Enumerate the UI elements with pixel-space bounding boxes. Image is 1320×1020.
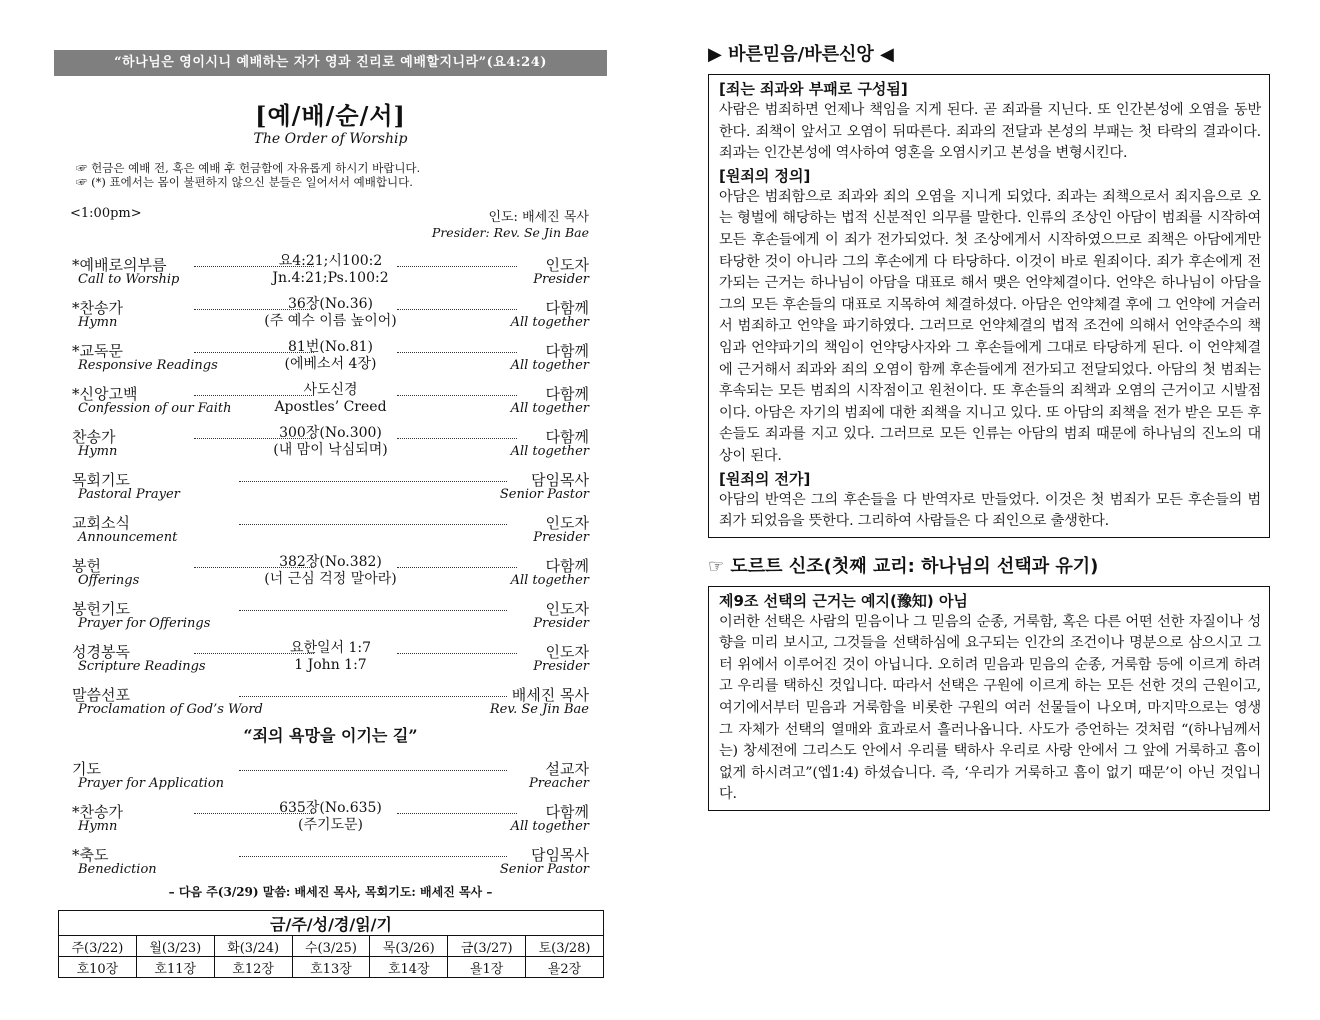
bible-day-cell: 목(3/26) [370,936,448,957]
item-detail-line1: 36장(No.36) [288,296,373,312]
sermon-title: “죄의 욕망을 이기는 길” [243,726,418,745]
order-item [54,838,607,881]
dort-article-box [708,586,1270,811]
bible-day-cell: 토(3/28) [526,936,604,957]
item-title-en: Pastoral Prayer [78,487,180,502]
section-title-faith: ▶ 바른믿음/바른신앙 ◀ [708,44,894,65]
dotted-leader [397,352,517,353]
dotted-leader [239,524,507,525]
bible-reading-cell: 욜1장 [448,957,526,978]
box1-paragraph-2: 아담은 범죄함으로 죄과와 죄의 오염을 지니게 되었다. 죄과는 죄책으로서 죄지음으로 오는 형벌에 해당하는 법적 신분적인 의무를 말한다. 인류의 조상인 아담이 범죄를 시작하여 모든 후손들에게 이 죄가 전가되었다. 첫 조상에게서 시작하였으므로 죄책은 아담에게만 타당한 것이 아니라 그의 후손에게 다 타당하다. 이것이 바로 원죄이다. 죄가 후손에게 전가되는 근거는 하나님이 아담을 대표로 해서 맺은 언약체결이다. 언약은 하나님이 아담을 그의 모든 후손들의 대표로 지목하여 체결하셨다. 아담은 언약체결 후에 그 언약에 거슬러서 범죄하고 언약을 파기하였다. 그러므로 언약체결의 법적 조건에 의해서 언약준수의 책임과 언약파기의 책임이 언약당사자와 그 후손들에게 그대로 타당하게 된다. 이 언약체결에 근거해서 죄과와 죄의 오염이 함께 후손들에게 전가되고 전달되었다. 아담의 첫 범죄는 후속되는 모든 범죄의 시작점이고 원천이다. 또 후손들의 죄책과 오염의 근거이고 시발점이다. 아담은 자기의 범죄에 대한 죄책을 지니고 있다. 또 아담의 죄책을 전가 받은 모든 후손들도 죄과를 지고 있다. 그러므로 모든 인류는 아담의 범죄 때문에 하나님의 진노의 대상이 된다. [719,188,1261,464]
item-title-ko: 봉헌기도 [72,600,130,618]
item-leader-en: Rev. Se Jin Bae [489,702,589,717]
worship-order-panel [54,50,607,978]
bible-day-cell: 화(3/24) [214,936,292,957]
dotted-leader [397,438,517,439]
dotted-leader [397,309,517,310]
dotted-leader [397,395,517,396]
item-title-en: Call to Worship [78,272,180,287]
item-detail-line1: 요한일서 1:7 [289,640,372,656]
order-item [54,592,607,635]
bible-reading-cell: 욜2장 [526,957,604,978]
item-title-en: Prayer for Offerings [78,616,211,631]
order-item [54,549,607,592]
bible-reading-cell: 호13장 [292,957,370,978]
order-item [54,420,607,463]
box1-paragraph-1: 사람은 범죄하면 언제나 책임을 지게 된다. 곧 죄과를 지닌다. 또 인간본성에 오염을 동반한다. 죄책이 앞서고 오염이 뒤따른다. 죄과의 전달과 본성의 부패는 첫 타락의 결과이다. 죄과는 인간본성에 역사하여 영혼을 오염시키고 본성을 변형시킨다. [719,102,1261,162]
item-detail-line2: (주 예수 이름 높이어) [264,313,397,329]
item-detail-line2: 1 John 1:7 [294,657,367,673]
item-detail-line2: (에베소서 4장) [284,356,377,372]
item-title-en: Hymn [78,315,118,330]
dotted-leader [194,352,314,353]
order-item [54,463,607,506]
bible-reading-table [58,910,604,978]
item-title-en: Proclamation of God’s Word [78,702,263,717]
box1-heading-2: [원죄의 정의] [719,166,811,185]
item-leader-ko: 담임목사 [531,846,589,864]
item-title-ko: *찬송가 [72,299,123,317]
page-title: [예/배/순/서] [255,101,406,130]
item-leader-ko: 담임목사 [531,471,589,489]
item-detail-line2: Apostles’ Creed [274,399,387,415]
dotted-leader [194,438,314,439]
item-leader-en: All together [510,573,589,588]
dotted-leader [397,266,517,267]
bible-reading-cell: 호12장 [214,957,292,978]
item-leader-en: All together [510,819,589,834]
item-title-ko: *찬송가 [72,803,123,821]
note-offering: ☞ 헌금은 예배 전, 혹은 예배 후 헌금함에 자유롭게 하시기 바랍니다. [76,161,421,175]
item-leader-ko: 인도자 [545,514,589,532]
original-sin-box [708,74,1270,538]
item-leader-ko: 인도자 [545,256,589,274]
bible-day-cell: 월(3/23) [136,936,214,957]
item-title-ko: *신앙고백 [72,385,138,403]
item-leader-en: Presider [533,272,589,287]
item-title-ko: 기도 [72,760,101,778]
article-paragraph: 이러한 선택은 사람의 믿음이나 그 믿음의 순종, 거룩함, 혹은 다른 어떤 선한 자질이나 성향을 미리 보시고, 그것들을 선택하심에 요구되는 인간의 조건이나 명분으로 삼으시고 그 터 위에서 이루어진 것이 아닙니다. 오히려 믿음과 믿음의 순종, 거룩함 등에 이르게 하려고 우리를 택하신 것입니다. 따라서 선택은 구원에 이르게 하는 모든 선한 것의 근원이고, 여기에서부터 믿음과 거룩함을 비롯한 구원의 여러 선물들이 나오며, 마지막으로는 영생 그 자체가 선택의 열매와 효과로서 흘러나옵니다. 사도가 증언하는 것처럼 “(하나님께서는) 창세전에 그리스도 안에서 우리를 택하사 우리로 사랑 안에서 그 앞에 거룩하고 흠이 없게 하시려고”(엡1:4) 하셨습니다. 즉, ‘우리가 거룩하고 흠이 없기 때문’이 아닌 것입니다. [719,613,1261,803]
bible-reading-title: 금/주/성/경/읽/기 [59,911,604,936]
bible-day-cell: 수(3/25) [292,936,370,957]
order-item [54,334,607,377]
item-title-ko: *예배로의부름 [72,256,167,274]
item-detail [54,253,607,287]
item-leader-ko: 인도자 [545,643,589,661]
presider-en: Presider: Rev. Se Jin Bae [431,225,589,240]
item-title-ko: 찬송가 [72,428,116,446]
dotted-leader [397,567,517,568]
item-title-en: Hymn [78,444,118,459]
item-leader-en: Presider [533,530,589,545]
item-title-ko: 성경봉독 [72,643,130,661]
item-leader-en: All together [510,315,589,330]
item-title-en: Confession of our Faith [78,401,232,416]
item-title-ko: 말씀선포 [72,686,130,704]
item-title-en: Prayer for Application [78,776,225,791]
dotted-leader [194,266,314,267]
dotted-leader [194,567,314,568]
item-title-ko: *축도 [72,846,109,864]
item-title-ko: 목회기도 [72,471,130,489]
service-time-row [54,206,607,225]
item-detail-line2: Jn.4:21;Ps.100:2 [272,270,389,286]
item-leader-ko: 다함께 [545,428,589,446]
presider-ko: 인도: 배세진 목사 [488,210,589,225]
item-leader-ko: 다함께 [545,299,589,317]
notes [76,161,607,189]
box1-heading-3: [원죄의 전가] [719,469,811,488]
order-item [54,678,607,721]
scripture-banner: “하나님은 영이시니 예배하는 자가 영과 진리로 예배할지니라”(요4:24) [54,50,607,76]
item-detail-line1: 요4:21;시100:2 [278,253,383,269]
item-detail-line1: 300장(No.300) [279,425,382,441]
dotted-leader [194,813,314,814]
dotted-leader [239,610,507,611]
order-list [54,248,607,721]
item-leader-ko: 배세진 목사 [511,686,589,704]
item-title-en: Responsive Readings [78,358,218,373]
item-leader-ko: 다함께 [545,342,589,360]
order-item [54,635,607,678]
order-list-after-sermon [54,752,607,881]
box1-paragraph-3: 아담의 반역은 그의 후손들을 다 반역자로 만들었다. 이것은 첫 범죄가 모든 후손들의 범죄가 되었음을 뜻한다. 그리하여 사람들은 다 죄인으로 출생한다. [719,491,1261,530]
item-detail-line2: (내 맘이 낙심되며) [273,442,388,458]
dotted-leader [239,770,507,771]
dotted-leader [194,653,314,654]
item-leader-ko: 다함께 [545,803,589,821]
item-detail-line1: 사도신경 [303,382,358,398]
dotted-leader [397,813,517,814]
item-detail-line1: 81번(No.81) [288,339,373,355]
page-subtitle: The Order of Worship [253,131,408,147]
service-time: <1:00pm> [70,206,142,221]
item-leader-en: Preacher [529,776,589,791]
item-title-en: Hymn [78,819,118,834]
dotted-leader [239,696,507,697]
presider-en-row [54,225,607,242]
order-item [54,752,607,795]
next-week-notice: – 다음 주(3/29) 말씀: 배세진 목사, 목회기도: 배세진 목사 – [168,885,493,899]
item-leader-en: All together [510,444,589,459]
item-leader-ko: 다함께 [545,385,589,403]
doctrine-panel [708,40,1270,811]
bible-reading-cell: 호11장 [136,957,214,978]
article-heading: 제9조 선택의 근거는 예지(豫知) 아님 [719,591,968,610]
order-item [54,291,607,334]
order-item [54,795,607,838]
item-detail-line2: (주기도문) [297,817,364,833]
dotted-leader [397,653,517,654]
dotted-leader [239,856,507,857]
item-leader-ko: 인도자 [545,600,589,618]
item-title-en: Scripture Readings [78,659,206,674]
bible-reading-cell: 호10장 [59,957,137,978]
bible-reading-cell: 호14장 [370,957,448,978]
item-title-ko: 교회소식 [72,514,130,532]
item-leader-en: Senior Pastor [499,862,589,877]
item-leader-en: All together [510,401,589,416]
item-detail-line2: (너 근심 걱정 말아라) [264,571,397,587]
item-detail [54,640,607,674]
item-detail-line1: 382장(No.382) [279,554,382,570]
item-title-en: Benediction [78,862,157,877]
bible-day-cell: 금(3/27) [448,936,526,957]
section-title-dort: ☞ 도르트 신조(첫째 교리: 하나님의 선택과 유기) [708,555,1099,577]
item-title-ko: *교독문 [72,342,123,360]
bible-day-cell: 주(3/22) [59,936,137,957]
order-item [54,248,607,291]
item-title-en: Offerings [78,573,140,588]
order-item [54,377,607,420]
item-leader-en: Presider [533,616,589,631]
order-item [54,506,607,549]
dotted-leader [194,309,314,310]
item-title-ko: 봉헌 [72,557,101,575]
box1-heading-1: [죄는 죄과와 부패로 구성됨] [719,80,908,98]
item-leader-ko: 설교자 [545,760,589,778]
item-leader-en: Presider [533,659,589,674]
item-leader-en: Senior Pastor [499,487,589,502]
item-detail-line1: 635장(No.635) [279,800,382,816]
dotted-leader [194,395,314,396]
item-leader-en: All together [510,358,589,373]
dotted-leader [239,481,507,482]
item-leader-ko: 다함께 [545,557,589,575]
note-standing: ☞ (*) 표에서는 몸이 불편하지 않으신 분들은 일어서서 예배합니다. [76,175,413,189]
item-title-en: Announcement [78,530,178,545]
